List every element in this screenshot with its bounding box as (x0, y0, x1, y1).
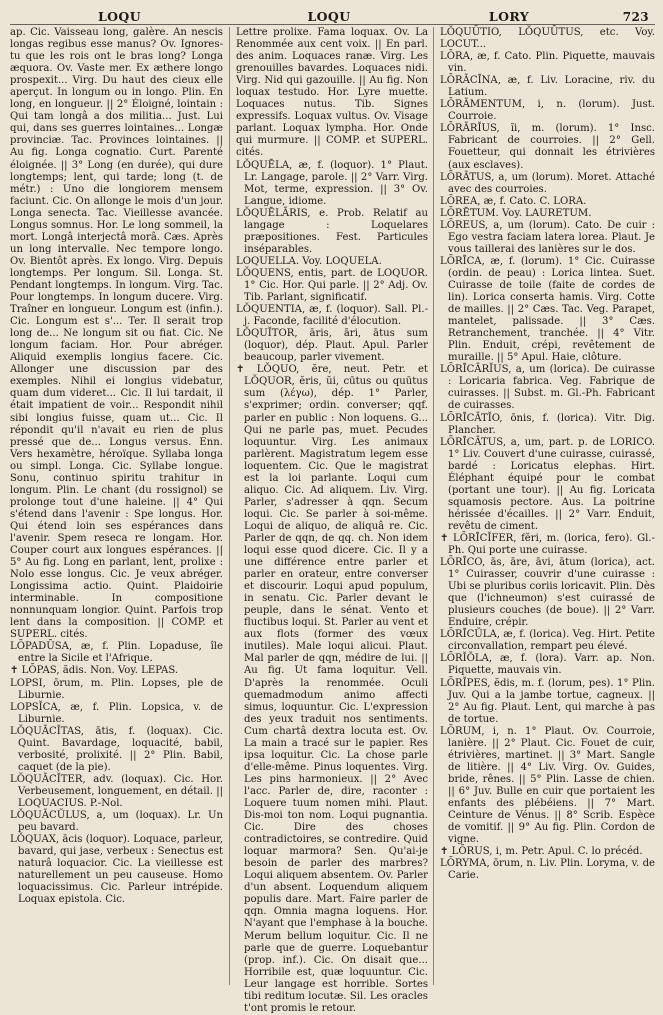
header-left-guideword: LOQU (97, 9, 142, 24)
dictionary-entry: LŌPADŪSA, æ, f. Plin. Lopaduse, île entre la Sicile et l'Afrique. (10, 641, 223, 665)
dictionary-entry: LŌRĪCŬLA, æ, f. (lorica). Veg. Hirt. Petite circonvallation, rempart peu élevé. (440, 629, 655, 653)
dictionary-entry: ap. Cic. Vaisseau long, galère. An nescis longas regibus esse manus? Ov. Ignores-tu que les rois ont le bras long? Longa æquora. Ov. Vaste mer. Ex æthere longo prospexit... Virg. Du haut des cieux elle aperçut. In longum ou in longo. Plin. En long, en longueur. || 2° Éloigné, lointain : Qui tam longâ a dos militia... Just. Lui qui, dans ses guerres lointaines... Longæ provinciæ. Tac. Provinces lointaines. || Au fig. Longa cognatio. Curt. Parenté éloignée. || 3° Long (en durée), qui dure longtemps; lent, qui tarde; long (t. de métr.) : Uno die longiorem mensem faciunt. Cic. On allonge le mois d'un jour. Longa senecta. Tac. Vieillesse avancée. Longus somnus. Hor. Le long sommeil, la mort. Longâ interjectâ morâ. Cæs. Après un long intervalle. Nec tempore longo. Ov. Bientôt après. Ex longo. Virg. Depuis longtemps. Per longum. Sil. Longa. St. Pendant longtemps. In longum. Virg. Tac. Pour longtemps. In longum ducere. Virg. Traîner en longueur. Longum est (infin.). Cic. Longum est s'... Ter. Il serait trop long de... Ne longum sit ou fiat. Cic. Ne longum faciam. Hor. Pour abréger. Aliquid exemplis longius facere. Cic. Allonger une discussion par des exemples. Nihil ei longius videbatur, quam dum videret... Cic. Il lui tardait, il était impatient de voir... Respondit nihil sibi longius fuisse, quam ut... Cic. Il répondit qu'il n'avait eu rien de plus pressé que de... Longus versus. Enn. Vers hexamètre, héroïque. Syllaba longa ou simpl. Longa. Cic. Syllabe longue. Sonu, continuo spiritu trahitur in longum. Plin. Le chant (du rossignol) se prolonge tout d'une haleine. || 4° Qui s'étend dans l'avenir : Spe longus. Hor. Qui étend loin ses espérances dans l'avenir. Spem reseca re longam. Hor. Couper court aux longues espérances. || 5° Au fig. Long en parlant, lent, prolixe : Nolo esse longus. Cic. Je veux abréger. Longissima actio. Quint. Plaidoirie interminable. In compositione nonnunquam longior. Quint. Parfois trop lent dans la composition. || COMP. et SUPERL. cités. (10, 27, 223, 641)
column-left (10, 27, 229, 985)
dictionary-entry: LŎQUĀCŬLUS, a, um (loquax). Lr. Un peu bavard. (10, 810, 223, 834)
dictionary-entry: LŌRĀMENTUM, i, n. (lorum). Just. Courroie. (440, 99, 655, 123)
dictionary-entry: LŎQUAX, ācis (loquor). Loquace, parleur, bavard, qui jase, verbeux : Senectus est naturâ loquacior. Cic. La vieillesse est naturellement un peu causeuse. Homo loquacissimus. Cic. Parleur intrépide. Loquax epistola. Cic. (10, 834, 223, 906)
dictionary-entry: LŌRĀCĪNA, æ, f. Liv. Loracine, riv. du Latium. (440, 75, 655, 99)
dictionary-entry: LŎQUŪTIO, LŎQUŪTUS, etc. Voy. LOCUT... (440, 27, 655, 51)
dictionary-entry: LŌREUS, a, um (lorum). Cato. De cuir : Ego vestra faciam latera lorea. Plaut. Je vous taillerai des lanières sur le dos. (440, 219, 655, 255)
column-right (434, 27, 655, 985)
dictionary-entry: LŌRĪCA, æ, f. (lorum). 1° Cic. Cuirasse (ordin. de peau) : Lorica lintea. Suet. Cuirasse de toile (faite de cordes de lin). Lorica conserta hamis. Virg. Cotte de mailles. || 2° Cæs. Tac. Veg. Parapet, mantelet, palissade. || 3° Cæs. Retranchement, tranchée. || 4° Vitr. Plin. Enduit, crépi, revêtement de muraille. || 5° Apul. Haie, clôture. (440, 255, 655, 364)
dictionary-entry: LOQUELLA. Voy. LOQUELA. (236, 255, 382, 267)
dictionary-entry: LOPSI, ōrum, m. Plin. Lopses, ple de Liburnie. (10, 677, 223, 701)
header-center-guideword: LOQU (307, 9, 351, 24)
dictionary-entry: LŌRĪCĀTĬO, ōnis, f. (lorica). Vitr. Dig. Plancher. (440, 412, 655, 436)
dictionary-entry: LŌRĪCO, ās, āre, āvi, ātum (lorica), act. 1° Cuirasser, couvrir d'une cuirasse : Ubi se pluribus coriis loricavit. Plin. Dès que (l'ichneumon) s'est cuirassé de plusieurs couches (de boue). || 2° Varr. Enduire, crépir. (440, 557, 655, 629)
dictionary-entry: LŌRĪCĀTUS, a, um, part. p. de LORICO. 1° Liv. Couvert d'une cuirasse, cuirassé, bardé : Loricatus elephas. Hirt. Éléphant équipé pour le combat (portant une tour). || Au fig. Loricata squamosis pectore. Aus. La poitrine hérissée d'écailles. || 2° Varr. Enduit, revêtu de ciment. (440, 436, 655, 532)
dictionary-entry: LŎQUĒLA, æ, f. (loquor). 1° Plaut. Lr. Langage, parole. || 2° Varr. Virg. Mot, terme, expression. || 3° Ov. Langue, idiome. (236, 159, 428, 207)
dictionary-entry: LŎQUĀCĬTER, adv. (loquax). Cic. Hor. Verbeusement, longuement, en détail. || LOQUACIUS. P.-Nol. (10, 773, 223, 809)
dictionary-entry: LŌRĀTUS, a, um (lorum). Moret. Attaché avec des courroies. (440, 171, 655, 195)
dictionary-entry: LŎQUĬTOR, āris, āri, ātus sum (loquor), dép. Plaut. Apul. Parler beaucoup, parler vivement. (236, 328, 428, 364)
dictionary-entry: LŌREA, æ, f. Cato. C. LORA. (440, 195, 587, 207)
dictionary-entry: LŌRĀRĬUS, ĭi, m. (lorum). 1° Insc. Fabricant de courroies. || 2° Gell. Fouetteur, qui donnait les étrivières (aux esclaves). (440, 123, 655, 171)
dictionary-entry: ✝ LŌRĪCĬFER, fĕri, m. (lorica, fero). Gl.-Ph. Qui porte une cuirasse. (440, 532, 655, 557)
dictionary-entry: LŌRĪCĀRĬUS, a, um (lorica). De cuirasse : Loricaria fabrica. Veg. Fabrique de cuirasses. || Subst. m. Gl.-Ph. Fabricant de cuirasses. (440, 364, 655, 412)
dictionary-entry: LŌRUM, i, n. 1° Plaut. Ov. Courroie, lanière. || 2° Plaut. Cic. Fouet de cuir, étrivières, martinet. || 3° Mart. Sangle de litière. || 4° Liv. Virg. Ov. Guides, bride, rênes. || 5° Plin. Lasse de chien. || 6° Juv. Bulle en cuir que portaient les enfants des plébéiens. || 7° Mart. Ceinture de Vénus. || 8° Scrib. Espèce de vomitif. || 9° Au fig. Plin. Cordon de vigne. (440, 725, 655, 846)
dictionary-entry: LŌRĬŎLA, æ, f. (lora). Varr. ap. Non. Piquette, mauvais vin. (440, 653, 655, 677)
dictionary-entry: LŎQUĀCĬTAS, ātis, f. (loquax). Cic. Quint. Bavardage, loquacité, babil, verbosité, prolixité. || 2° Plin. Babil, caquet (de la pie). (10, 725, 223, 773)
dictionary-entry: LŌRĒTUM. Voy. LAURETUM. (440, 207, 592, 219)
dictionary-entry: Lettre prolixe. Fama loquax. Ov. La Renommée aux cent voix. || En parl. des anim. Loquaces ranæ. Virg. Les grenouilles bavardes. Loquaces nidi. Virg. Nid qui gazouille. || Au fig. Non loquax testudo. Hor. Lyre muette. Loquaces nutus. Tib. Signes expressifs. Loquax vultus. Ov. Visage parlant. Loquax lympha. Hor. Onde qui murmure. || COMP. et SUPERL. cités. (236, 27, 428, 159)
column-middle (229, 27, 434, 1014)
page-number: 723 (622, 10, 649, 24)
dictionary-entry: ✝ LŎQUO, ĕre, neut. Petr. et LŎQUOR, ĕris, ŭi, cūtus ou quūtus sum (λέγω), dép. 1° Parler, s'exprimer; ordin. converser; qqf. parler en public : Non loquens. G... Qui ne parle pas, muet. Pecudes loquuntur. Virg. Les animaux parlèrent. Magistratum legem esse loquentem. Cic. Que le magistrat est la loi parlante. Loqui cum aliquo. Cic. Ad aliquem. Liv. Virg. Parler, s'adresser à qqn. Secum loqui. Cic. Se parler à soi-même. Loqui de aliquo, de aliquâ re. Cic. Parler de qqn, de qq. ch. Non idem loqui esse quod dicere. Cic. Il y a une différence entre parler et parler en orateur, entre converser et discourir. Loqui apud populum, in senatu. Cic. Parler devant le peuple, dans le sénat. Vento et fluctibus loqui. St. Parler au vent et aux flots (former des vœux inutiles). Male loqui alicui. Plaut. Mal parler de qqn, médire de lui. || Au fig. Ut fama loquitur. Vell. D'après la renommée. Oculi quemadmodum animo affecti simus, loquuntur. Cic. L'expression des yeux traduit nos sentiments. Cum chartâ dextra locuta est. Ov. La main a tracé sur le papier. Res ipsa loquitur. Cic. La chose parle d'elle-même. Pinus loquentes. Virg. Les pins harmonieux. || 2° Avec l'acc. Parler de, dire, raconter : Loquere tuum nomen mihi. Plaut. Dis-moi ton nom. Loqui pugnantia. Cic. Dire des choses contradictoires, se contredire. Quid loquar marmora? Sen. Qu'ai-je besoin de parler des marbres? Loqui aliquem absentem. Ov. Parler d'un absent. Loquendum aliquem populis dare. Mart. Faire parler de qqn. Omnia magna loquens. Hor. N'ayant que l'emphase à la bouche. Merum bellum loquitur. Cic. Il ne parle que de guerre. Loquebantur (prop. inf.). Cic. On disait que... Horribile est, quæ loquuntur. Cic. Leur langage est horrible. Sortes tibi reditum locutæ. Sil. Les oracles t'ont promis le retour. (236, 364, 428, 1014)
columns-container (10, 27, 655, 1014)
dictionary-entry: LŌRA, æ, f. Cato. Plin. Piquette, mauvais vin. (440, 51, 655, 75)
dictionary-entry: LŎQUENTIA, æ, f. (loquor). Sall. Pl.-j. Faconde, facilité d'élocution. (236, 304, 428, 328)
dictionary-entry: LOPSĬCA, æ, f. Plin. Lopsica, v. de Liburnie. (10, 701, 223, 725)
dictionary-entry: ✝ LŌPAS, ădis. Non. Voy. LEPAS. (10, 665, 179, 677)
dictionary-entry: ✝ LŌRUS, i, m. Petr. Apul. C. lo précéd. (440, 846, 643, 858)
dictionary-entry: LŎQUĒLĀRIS, e. Prob. Relatif au langage : Loquelares præpositiones. Fest. Particules inséparables. (236, 207, 428, 255)
header-right-guideword: LORY (488, 9, 530, 24)
dictionary-entry: LŌRYMA, ōrum, n. Liv. Plin. Loryma, v. de Carie. (440, 858, 655, 882)
page-header (10, 0, 655, 25)
dictionary-entry: LŎQUENS, entis, part. de LOQUOR. 1° Cic. Hor. Qui parle. || 2° Adj. Ov. Tib. Parlant, significatif. (236, 267, 428, 304)
dictionary-entry: LŌRĬPES, ĕdis, m. f. (lorum, pes). 1° Plin. Juv. Qui a la jambe tortue, cagneux. || 2° Au fig. Plaut. Lent, qui marche à pas de tortue. (440, 677, 655, 725)
